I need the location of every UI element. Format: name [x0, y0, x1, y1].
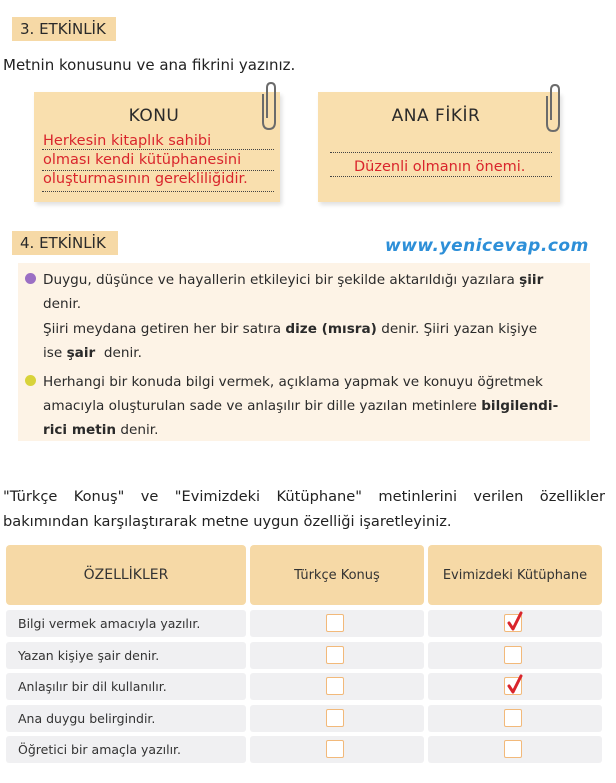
- topic-card: [34, 92, 280, 202]
- row-label: Bilgi vermek amacıyla yazılır.: [6, 610, 246, 637]
- activity-3-header: 3. ETKİNLİK: [12, 17, 116, 41]
- compare-instruction: "Türkçe Konuş" ve "Evimizdeki Kütüphane" metinlerini verilen özellikler bakımından karşılaştırarak metne uygun özelliği işaretleyiniz.: [3, 488, 605, 530]
- poem-definition: Duygu, düşünce ve hayallerin etkileyici bir şekilde aktarıldığı yazılara şiir: [43, 272, 544, 288]
- checkbox-turkce[interactable]: [326, 709, 344, 727]
- activity-3-instruction: Metnin konusunu ve ana fikrini yazınız.: [3, 56, 296, 74]
- topic-answer-line: oluşturmasının gerekliliğidir.: [43, 171, 248, 187]
- header-turkce-konus: Türkçe Konuş: [250, 545, 424, 605]
- checkbox-turkce[interactable]: [326, 614, 344, 632]
- main-idea-card-title: ANA FİKİR: [391, 106, 481, 126]
- checkbox-turkce[interactable]: [326, 740, 344, 758]
- row-label: Anlaşılır bir dil kullanılır.: [6, 673, 246, 700]
- header-evimizdeki-kutuphane: Evimizdeki Kütüphane: [428, 545, 602, 605]
- info-box: [18, 263, 590, 441]
- checkmark-icon: [506, 674, 524, 696]
- checkbox-evimiz[interactable]: [504, 677, 522, 695]
- checkmark-icon: [506, 611, 524, 633]
- purple-bullet-icon: [25, 273, 36, 284]
- info-text-definition-3: rici metin denir.: [43, 422, 159, 438]
- paperclip-icon: [258, 80, 280, 132]
- watermark: www.yenicevap.com: [385, 236, 589, 256]
- row-label: Öğretici bir amaçla yazılır.: [6, 736, 246, 763]
- info-text-definition: Herhangi bir konuda bilgi vermek, açıklama yapmak ve konuyu öğretmek: [43, 374, 543, 390]
- poem-definition-end: denir.: [43, 296, 82, 312]
- info-text-definition-2: amacıyla oluşturulan sade ve anlaşılır bir dille yazılan metinlere bilgilendi-: [43, 398, 559, 414]
- row-label: Ana duygu belirgindir.: [6, 705, 246, 732]
- checkbox-evimiz[interactable]: [504, 614, 522, 632]
- checkbox-turkce[interactable]: [326, 677, 344, 695]
- poet-definition: ise şair denir.: [43, 345, 142, 361]
- checkbox-turkce[interactable]: [326, 646, 344, 664]
- row-label: Yazan kişiye şair denir.: [6, 642, 246, 669]
- header-features: ÖZELLİKLER: [6, 545, 246, 605]
- activity-4-header: 4. ETKİNLİK: [12, 231, 118, 255]
- main-idea-card: [318, 92, 560, 202]
- checkbox-evimiz[interactable]: [504, 709, 522, 727]
- paperclip-icon: [542, 82, 564, 134]
- topic-answer-line: Herkesin kitaplık sahibi: [43, 133, 212, 149]
- yellow-bullet-icon: [25, 375, 36, 386]
- topic-answer[interactable]: [43, 132, 283, 189]
- topic-answer-line: olması kendi kütüphanesini: [43, 152, 242, 168]
- verse-definition: Şiiri meydana getiren her bir satıra dize (mısra) denir. Şiiri yazan kişiye: [43, 321, 538, 337]
- checkbox-evimiz[interactable]: [504, 740, 522, 758]
- checkbox-evimiz[interactable]: [504, 646, 522, 664]
- topic-card-title: KONU: [128, 106, 180, 126]
- main-idea-answer[interactable]: Düzenli olmanın önemi.: [354, 159, 526, 175]
